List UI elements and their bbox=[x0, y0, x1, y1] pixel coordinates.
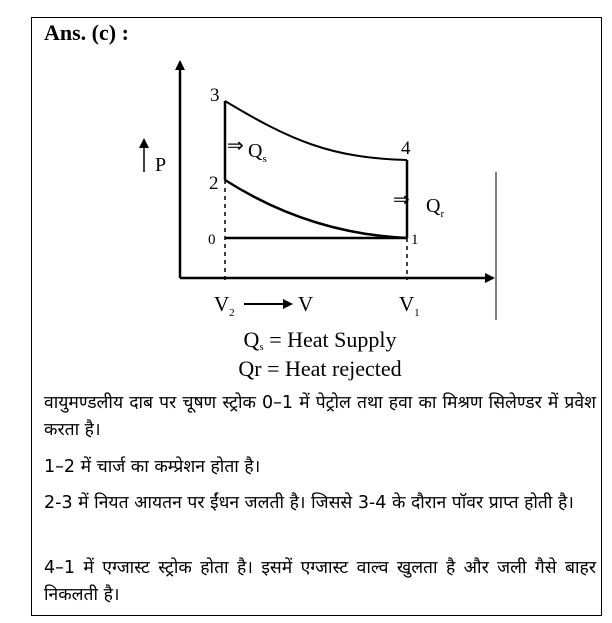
v-axis-label: V bbox=[298, 292, 314, 316]
v1-label bbox=[399, 292, 420, 319]
point-4-label: 4 bbox=[401, 138, 411, 159]
paragraph-compression: 1–2 में चार्ज का कम्प्रेशन होता है। bbox=[44, 457, 261, 477]
legend-heat-rejected: Qr = Heat rejected bbox=[238, 356, 402, 381]
heat-rejected-arrow: ⇒ bbox=[393, 189, 410, 211]
answer-label: Ans. (c) : bbox=[44, 20, 129, 45]
point-0-label: 0 bbox=[208, 232, 216, 248]
point-2-label: 2 bbox=[209, 173, 219, 194]
legend-qs-sub: s bbox=[259, 341, 264, 353]
legend-qs-main: Q bbox=[243, 327, 260, 352]
heat-rejected-sub: r bbox=[440, 208, 445, 220]
point-3-label: 3 bbox=[210, 85, 220, 106]
heat-supply-sub: s bbox=[262, 153, 267, 165]
heat-rejected-label bbox=[426, 195, 444, 220]
point-1-label: 1 bbox=[411, 232, 419, 248]
heat-supply-q: Q bbox=[248, 140, 263, 162]
heat-supply-label bbox=[248, 140, 267, 165]
v1-sub: 1 bbox=[414, 307, 420, 319]
paragraph-suction: वायुमण्डलीय दाब पर चूषण स्ट्रोक 0–1 में पेट्रोल तथा हवा का मिश्रण सिलेण्डर में प्रवेश करता है। bbox=[44, 393, 596, 440]
paragraph-combustion: 2-3 में नियत आयतन पर ईंधन जलती है। जिससे 3-4 के दौरान पॉवर प्राप्त होती है। bbox=[44, 493, 574, 513]
paragraph-exhaust: 4–1 में एग्जास्ट स्ट्रोक होता है। इसमें एग्जास्ट वाल्व खुलता है और जली गैसे बाहर निकलती है। bbox=[44, 558, 596, 605]
heat-rejected-q: Q bbox=[426, 195, 441, 217]
compression-curve-1-2 bbox=[225, 180, 407, 238]
v1-main: V bbox=[399, 292, 415, 316]
p-axis-label: P bbox=[155, 154, 167, 176]
v2-main: V bbox=[214, 292, 230, 316]
legend-qs-text: = Heat Supply bbox=[263, 327, 397, 352]
heat-supply-arrow: ⇒ bbox=[227, 135, 244, 157]
v2-sub: 2 bbox=[229, 307, 235, 319]
v2-label bbox=[214, 292, 235, 319]
